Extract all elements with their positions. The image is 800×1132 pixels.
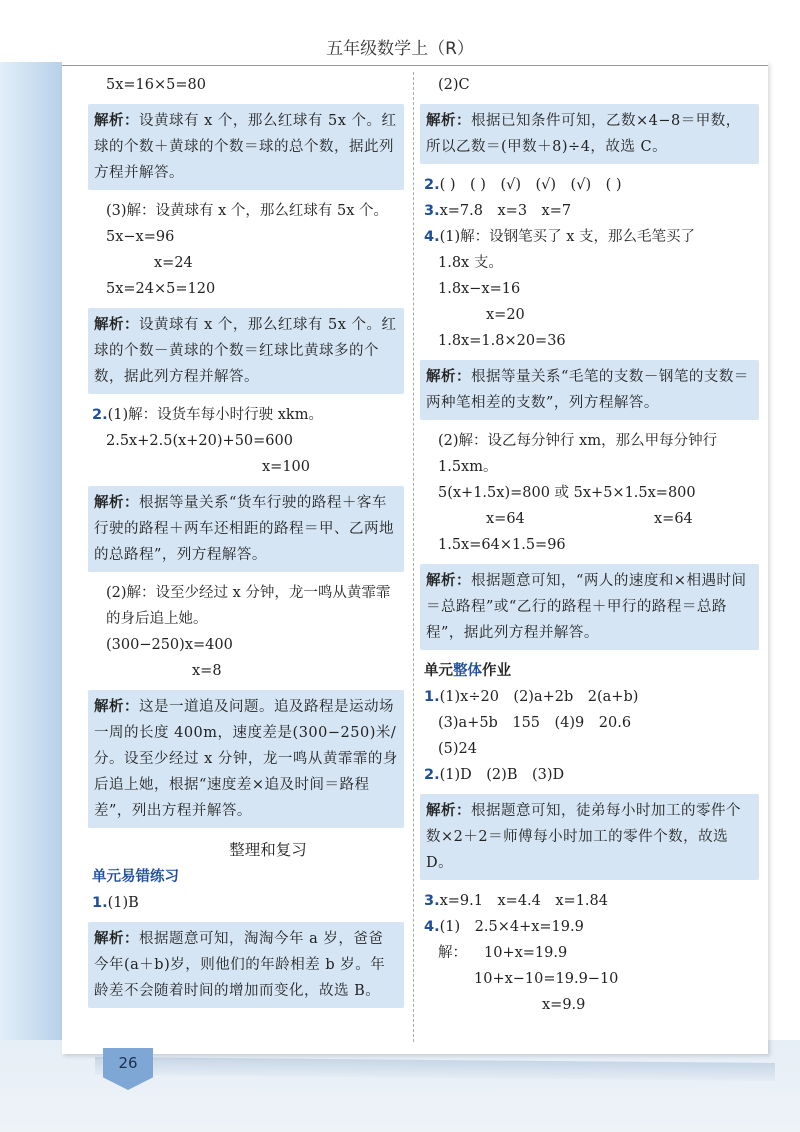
subsection-heading: 单元易错练习 xyxy=(92,869,179,885)
equation-line: 1.8x=1.8×20=36 xyxy=(438,333,566,349)
analysis-box xyxy=(88,104,404,190)
analysis-box xyxy=(88,308,404,394)
question-number: 2. xyxy=(92,407,108,423)
answer-text: ( ) ( ) (√) (√) (√) ( ) xyxy=(439,177,622,193)
answer-text: (1)解：设货车每小时行驶 xkm。 xyxy=(107,407,323,423)
question-number: 4. xyxy=(424,229,440,245)
question-1-line xyxy=(92,890,404,916)
question-3-line xyxy=(424,888,759,914)
equation-line: (300−250)x=400 xyxy=(106,637,233,653)
equation-line: 5x−x=96 xyxy=(106,229,175,245)
equation-line: x=100 xyxy=(262,459,311,475)
question-number: 2. xyxy=(424,177,440,193)
equation-text: 10+x=19.9 xyxy=(484,945,568,961)
question-4-line xyxy=(424,914,759,940)
equation-line: 5(x+1.5x)=800 或 5x+5×1.5x=800 xyxy=(438,485,696,501)
answer-text: x=9.1 x=4.4 x=1.84 xyxy=(439,893,608,909)
answer-text: (1)解：设钢笔买了 x 支，那么毛笔买了 xyxy=(439,229,696,245)
analysis-label: 解析： xyxy=(94,931,139,947)
header-rule xyxy=(62,65,768,66)
analysis-label: 解析： xyxy=(94,495,139,511)
analysis-box xyxy=(420,564,759,650)
analysis-box xyxy=(420,104,759,164)
question-number: 3. xyxy=(424,893,440,909)
analysis-label: 解析： xyxy=(94,699,139,715)
left-column xyxy=(92,72,404,1016)
answer-text: x=7.8 x=3 x=7 xyxy=(439,203,572,219)
analysis-box xyxy=(88,486,404,572)
analysis-label: 解析： xyxy=(426,113,471,129)
equation-line: x=8 xyxy=(192,663,222,679)
question-number: 3. xyxy=(424,203,440,219)
equation-line: x=24 xyxy=(154,255,193,271)
question-3-line xyxy=(424,198,759,224)
analysis-text: 根据题意可知，徒弟每小时加工的零件个数×2＋2＝师傅每小时加工的零件个数，故选 D。 xyxy=(426,803,741,871)
header xyxy=(0,0,800,62)
question-2-line xyxy=(424,762,759,788)
equation-line xyxy=(424,506,759,532)
question-4-line xyxy=(424,224,759,250)
equation-line: 10+x−10=19.9−10 xyxy=(474,971,619,987)
analysis-label: 解析： xyxy=(94,317,139,333)
answer-line: (3)a+5b 155 (4)9 20.6 xyxy=(438,715,632,731)
answer-text: (1) 2.5×4+x=19.9 xyxy=(439,919,584,935)
answer-text: (1)x÷20 (2)a+2b 2(a+b) xyxy=(439,689,639,705)
equation-line xyxy=(424,940,759,966)
equation-right: x=64 xyxy=(654,511,693,527)
question-2-line xyxy=(92,402,404,428)
right-column xyxy=(424,72,759,1018)
equation-line: 1.5x=64×1.5=96 xyxy=(438,537,566,553)
section-title: 整理和复习 xyxy=(229,841,307,859)
analysis-text: 设黄球有 x 个，那么红球有 5x 个。红球的个数＋黄球的个数＝球的总个数，据此列方程并解答。 xyxy=(94,113,397,181)
answer-line: 5x=16×5=80 xyxy=(106,77,206,93)
analysis-text: 设黄球有 x 个，那么红球有 5x 个。红球的个数－黄球的个数＝红球比黄球多的个数，据此列方程并解答。 xyxy=(94,317,397,385)
equation-line: x=9.9 xyxy=(542,997,586,1013)
analysis-text: 根据等量关系“毛笔的支数－钢笔的支数＝两种笔相差的支数”，列方程解答。 xyxy=(426,369,749,411)
equation-line: 1.8x−x=16 xyxy=(438,281,521,297)
equation-line: x=20 xyxy=(486,307,525,323)
answer-line: 1.5xm。 xyxy=(438,459,498,475)
question-number: 4. xyxy=(424,919,440,935)
answer-line: (2)解：设至少经过 x 分钟，龙一鸣从黄霏霏的身后追上她。 xyxy=(106,585,391,627)
answer-text: (1)B xyxy=(107,895,139,911)
question-number: 2. xyxy=(424,767,440,783)
question-2-line xyxy=(424,172,759,198)
analysis-box xyxy=(88,690,404,828)
subhead-part: 作业 xyxy=(482,663,511,679)
page-edge-band xyxy=(0,62,62,1067)
analysis-text: 根据已知条件可知，乙数×4−8＝甲数，所以乙数＝(甲数＋8)÷4，故选 C。 xyxy=(426,113,741,155)
subhead-part: 单元 xyxy=(424,663,453,679)
equation-left: x=64 xyxy=(486,511,525,527)
analysis-label: 解析： xyxy=(426,573,471,589)
answer-line: (5)24 xyxy=(438,741,477,757)
question-1-line xyxy=(424,684,759,710)
analysis-box xyxy=(88,922,404,1008)
column-divider xyxy=(413,72,414,1042)
question-number: 1. xyxy=(92,895,108,911)
question-number: 1. xyxy=(424,689,440,705)
page-number: 26 xyxy=(118,1054,138,1072)
answer-text: (1)D (2)B (3)D xyxy=(439,767,565,783)
analysis-label: 解析： xyxy=(94,113,139,129)
analysis-box xyxy=(420,794,759,880)
equation-line: 5x=24×5=120 xyxy=(106,281,216,297)
answer-line: (2)C xyxy=(438,77,470,93)
page-title: 五年级数学上（R） xyxy=(326,39,474,59)
subhead-part: 整体 xyxy=(453,663,482,679)
analysis-text: 这是一道追及问题。追及路程是运动场一周的长度 400m，速度差是(300−250)米/分。设至少经过 x 分钟，龙一鸣从黄霏霏的身后追上她，根据“速度差×追及时间＝路程差”，列出方程并解答。 xyxy=(94,699,398,819)
analysis-text: 根据题意可知，“两人的速度和×相遇时间＝总路程”或“乙行的路程＋甲行的路程＝总路程”，据此列方程并解答。 xyxy=(426,573,747,641)
subsection-heading xyxy=(424,658,759,684)
solve-label: 解： xyxy=(438,945,467,961)
equation-line: 2.5x+2.5(x+20)+50=600 xyxy=(106,433,293,449)
analysis-text: 根据题意可知，淘淘今年 a 岁，爸爸今年(a＋b)岁，则他们的年龄相差 b 岁。年龄差不会随着时间的增加而变化，故选 B。 xyxy=(94,931,386,999)
analysis-box xyxy=(420,360,759,420)
analysis-label: 解析： xyxy=(426,803,471,819)
analysis-label: 解析： xyxy=(426,369,471,385)
answer-line: 1.8x 支。 xyxy=(438,255,503,271)
analysis-text: 根据等量关系“货车行驶的路程＋客车行驶的路程＋两车还相距的路程＝甲、乙两地的总路程”，列方程解答。 xyxy=(94,495,394,563)
answer-line: (3)解：设黄球有 x 个，那么红球有 5x 个。 xyxy=(106,203,389,219)
answer-line: (2)解：设乙每分钟行 xm，那么甲每分钟行 xyxy=(438,433,718,449)
